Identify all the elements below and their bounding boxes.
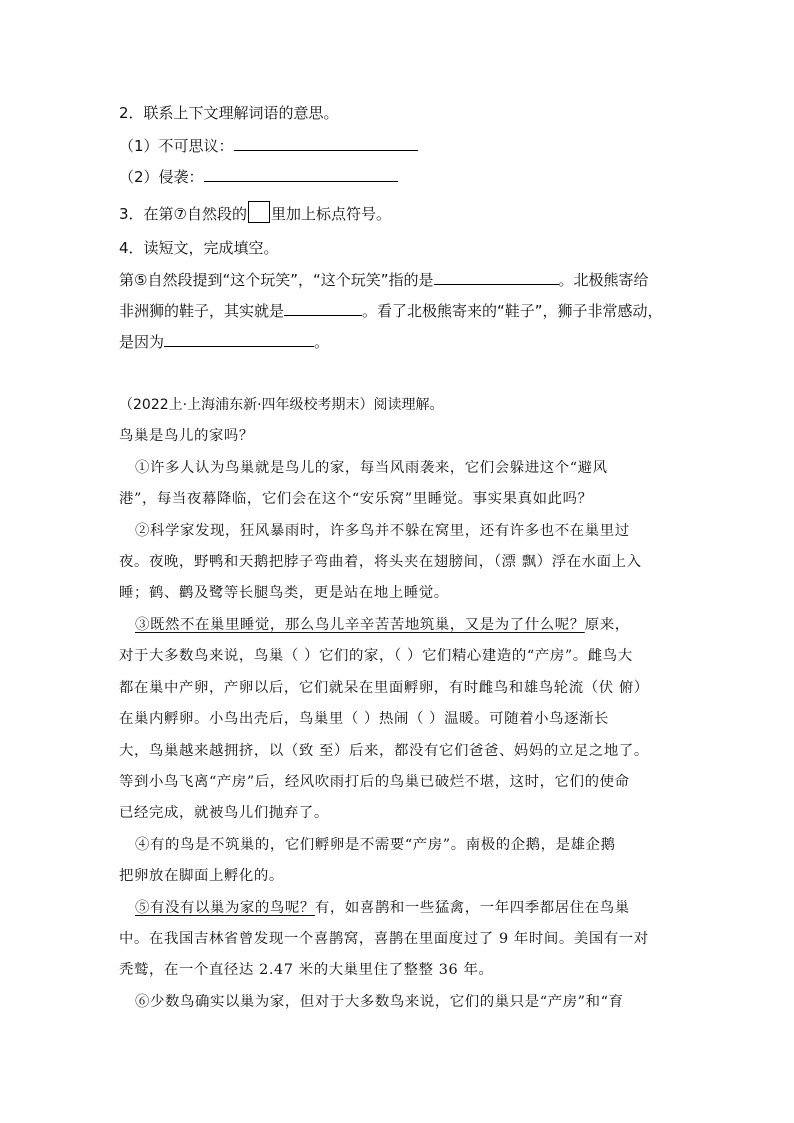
- paragraph-3-line-4: 在巢内孵卵。小鸟出壳后，鸟巢里（ ）热闹（ ）温暖。可随着小鸟逐渐长: [119, 711, 610, 727]
- answer-blank-1[interactable]: [234, 135, 418, 151]
- answer-blank-2[interactable]: [204, 166, 398, 182]
- paragraph-6-line-1: ⑥少数鸟确实以巢为家，但对于大多数鸟来说，它们的巢只是“产房”和“育: [135, 994, 624, 1010]
- q4-line-1-text-a: 第⑤自然段提到“这个玩笑”，“这个玩笑”指的是: [119, 271, 434, 289]
- q2-heading: 2．联系上下文理解词语的意思。: [119, 104, 339, 122]
- paragraph-2-line-3: 睡；鹤、鹳及鹭等长腿鸟类，更是站在地上睡觉。: [119, 585, 449, 601]
- paragraph-2-line-1: ②科学家发现，狂风暴雨时，许多鸟并不躲在窝里，还有许多也不在巢里过: [135, 523, 630, 539]
- paragraph-3-line-1: ③既然不在巢里睡觉，那么鸟儿辛辛苦苦地筑巢，又是为了什么呢？原来，: [135, 617, 630, 633]
- paragraph-1-line-1: ①许多人认为鸟巢就是鸟儿的家，每当风雨袭来，它们会躲进这个“避风: [135, 460, 608, 476]
- q4-line-2-text-b: 。看了北极熊寄来的“鞋子”，狮子非常感动，: [362, 302, 663, 320]
- passage-source: （2022上·上海浦东新·四年级校考期末）阅读理解。: [119, 397, 444, 413]
- q2-item-1-label: （1）不可思议：: [119, 137, 234, 155]
- paragraph-3-line-6: 等到小鸟飞离“产房”后，经风吹雨打后的鸟巢已破烂不堪，这时，它们的使命: [119, 774, 630, 790]
- q2-item-2: [119, 166, 684, 187]
- paragraph-3-line-3: 都在巢中产卵，产卵以后，它们就呆在里面孵卵，有时雌鸟和雄鸟轮流（伏 俯）: [119, 680, 649, 696]
- paragraph-1-line-2: 港”，每当夜幕降临，它们会在这个“安乐窝”里睡觉。事实果真如此吗？: [119, 491, 593, 507]
- q4-line-3-text-a: 是因为: [119, 333, 165, 351]
- paragraph-3-line-7: 已经完成，就被鸟儿们抛弃了。: [119, 805, 329, 821]
- paragraph-2-line-2: 夜。夜晚，野鸭和天鹅把脖子弯曲着，将头夹在翅膀间，（漂 飘）浮在水面上入: [119, 554, 642, 570]
- underlined-question-1: ③既然不在巢里睡觉，那么鸟儿辛辛苦苦地筑巢，又是为了什么呢？: [135, 617, 585, 633]
- passage-title: 鸟巢是鸟儿的家吗？: [119, 428, 254, 444]
- answer-blank-5[interactable]: [164, 331, 314, 347]
- paragraph-4-line-1: ④有的鸟是不筑巢的，它们孵卵是不需要“产房”。南极的企鹅，是雄企鹅: [135, 837, 616, 853]
- paragraph-4-line-2: 把卵放在脚面上孵化的。: [119, 868, 284, 884]
- q4-line-2-text-a: 非洲狮的鞋子，其实就是: [119, 302, 285, 320]
- q4-line-1: [119, 269, 684, 290]
- paragraph-3-line-2: 对于大多数鸟来说，鸟巢（ ）它们的家，（ ）它们精心建造的“产房”。雌鸟大: [119, 648, 633, 664]
- q3-text-b: 里加上标点符号。: [271, 205, 392, 223]
- q4-line-3: [119, 331, 684, 352]
- q4-line-2: [119, 300, 684, 321]
- q4-line-1-text-b: 。北极熊寄给: [558, 271, 649, 289]
- answer-blank-3[interactable]: [434, 269, 559, 285]
- q2-item-1: [119, 135, 684, 156]
- paragraph-5-line-3: 秃鹫，在一个直径达 2.47 米的大巢里住了整整 36 年。: [119, 962, 494, 978]
- q2-item-2-label: （2）侵袭：: [119, 168, 204, 186]
- underlined-question-2: ⑤有没有以巢为家的鸟呢？: [135, 900, 315, 916]
- punctuation-box[interactable]: [248, 201, 270, 223]
- paragraph-5-line-2: 中。在我国吉林省曾发现一个喜鹊窝，喜鹊在里面度过了 9 年时间。美国有一对: [119, 931, 649, 947]
- paragraph-3-line-5: 大，鸟巢越来越拥挤，以（致 至）后来，都没有它们爸爸、妈妈的立足之地了。: [119, 743, 649, 759]
- q4-heading: 4．读短文，完成填空。: [119, 239, 279, 257]
- paragraph-5-line-1: ⑤有没有以巢为家的鸟呢？有，如喜鹊和一些猛禽，一年四季都居住在鸟巢: [135, 900, 630, 916]
- q4-line-3-text-b: 。: [314, 333, 330, 351]
- question-3: [119, 201, 684, 224]
- q3-text-a: 3．在第⑦自然段的: [119, 205, 247, 223]
- answer-blank-4[interactable]: [284, 300, 362, 316]
